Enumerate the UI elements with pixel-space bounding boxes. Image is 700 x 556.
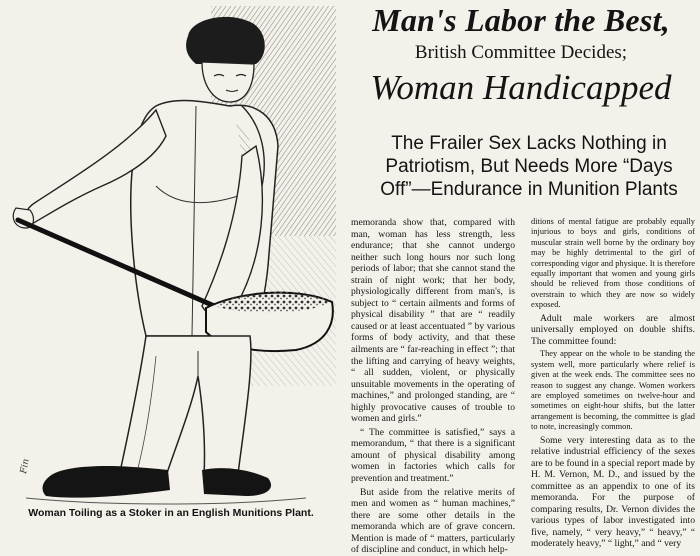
paragraph: But aside from the relative merits of men and women as “ human machines,” there are some other details in the memoranda which are of grave concern. Mention is made of “ matters, particularly of discipline and conduct, in which help- (351, 486, 515, 556)
paragraph: Some very interesting data as to the relative industrial efficiency of the sexes are to be found in a special report made by H. M. Vernon, M. D., and issued by the committee as an appendix to one of its memoranda. For the purpose of comparing results, Dr. Vernon divides the various types of labor investigated into five, namely, “ very heavy,” “ heavy,” “ moderately heavy,” “ light,” and “ very (531, 434, 695, 550)
stoker-illustration (6, 6, 336, 504)
deck-line-2: Patriotism, But Needs More “Days (385, 156, 673, 177)
article-column-1 (351, 217, 515, 556)
subheadline-deck (364, 132, 694, 201)
illustration-caption: Woman Toiling as a Stoker in an English Munitions Plant. (28, 507, 314, 519)
headline-line-3: Woman Handicapped (370, 68, 672, 107)
paragraph: memoranda show that, compared with man, woman has less strength, less endurance; that she cannot undergo neither such long hours nor such long periods of labor; that she cannot stand the strain of night work; that her body, physiologically different from man's, is subject to “ certain ailments and forms of physical disability ” that are “ readily caused or at least accentuated ” by various forms of body activity, and that these ailments are “ far-reaching in effect ”; that the lifting and carrying of heavy weights, “ all sudden, violent, or physically unsuitable movements in the operating of machines,” and prolonged standing, are “ highly provocative causes of trouble to women and girls.” (351, 217, 515, 425)
quoted-paragraph: They appear on the whole to be standing the system well, more particularly where relief is given at the week ends. The committee sees no reason to suggest any change. Women workers are employed sometimes on twelve-hour and sometimes on eight-hour shifts, but the latter arrangement is becoming, the committee is glad to note, increasingly common. (531, 349, 695, 432)
paragraph: “ The committee is satisfied,” says a memorandum, “ that there is a significant amount of physical disability among women in factories which calls for prevention and treatment.” (351, 426, 515, 485)
paragraph: Adult male workers are almost universally employed on double shifts. The committee found: (531, 312, 695, 347)
deck-line-3: Off”—Endurance in Munition Plants (380, 179, 678, 200)
article-column-2 (531, 217, 695, 550)
svg-text:Fin: Fin (19, 458, 32, 475)
quoted-paragraph: ditions of mental fatigue are probably equally injurious to boys and girls, conditions of muscular strain well borne by the ordinary boy may be highly detrimental to the girl of corresponding vigor and physique. It is therefore equally important that women and young girls should be relieved from those conditions of overstrain to which they are now so widely exposed. (531, 217, 695, 310)
headline-line-2: British Committee Decides; (414, 42, 628, 63)
deck-line-1: The Frailer Sex Lacks Nothing in (391, 133, 667, 154)
headline-line-1: Man's Labor the Best, (372, 2, 670, 38)
